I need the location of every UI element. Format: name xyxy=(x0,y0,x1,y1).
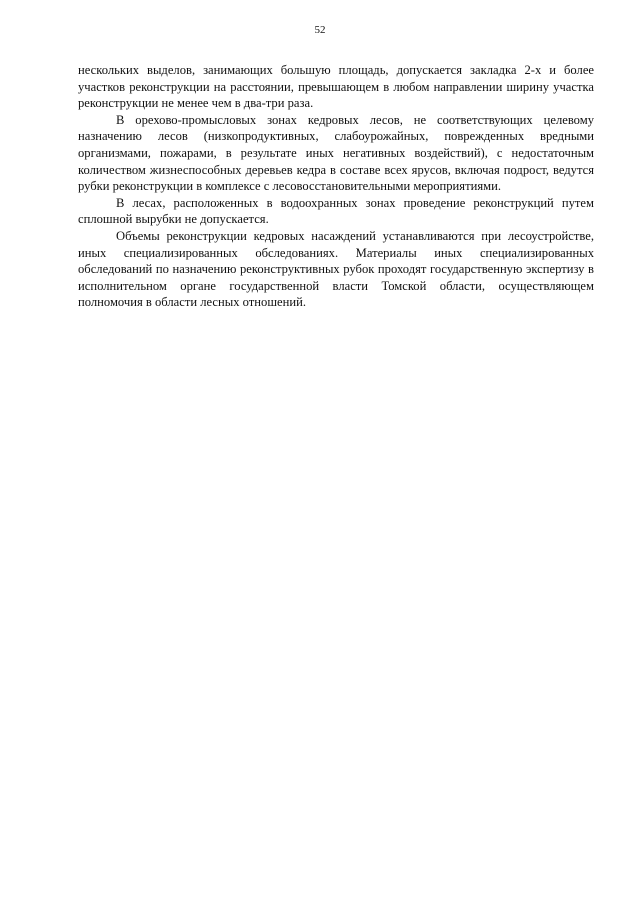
paragraph-water-protection-zones: В лесах, расположенных в водоохранных зонах проведение реконструкций путем сплошной вырубки не допускается. xyxy=(78,195,594,227)
page-number: 52 xyxy=(314,24,326,36)
body-text xyxy=(78,62,594,311)
paragraph-continued: нескольких выделов, занимающих большую площадь, допускается закладка 2-х и более участков реконструкции на расстоянии, превышающем в любом направлении ширину участка реконструкции не менее чем в два-три раза. xyxy=(78,63,594,111)
paragraph-reconstruction-volumes: Объемы реконструкции кедровых насаждений устанавливаются при лесоустройстве, иных специализированных обследованиях. Материалы иных специализированных обследований по назначению реконструктивных рубок проходят государственную экспертизу в исполнительном органе государственной власти Томской области, осуществляющем полномочия в области лесных отношений. xyxy=(78,228,594,310)
paragraph-pine-nut-zones: В орехово-промысловых зонах кедровых лесов, не соответствующих целевому назначению лесов (низкопродуктивных, слабоурожайных, поврежденных вредными организмами, пожарами, в результате иных негативных воздействий), с недостаточным количеством жизнеспособных деревьев кедра в составе всех ярусов, включая подрост, ведутся рубки реконструкции в комплексе с лесовосстановительными мероприятиями. xyxy=(78,112,594,194)
